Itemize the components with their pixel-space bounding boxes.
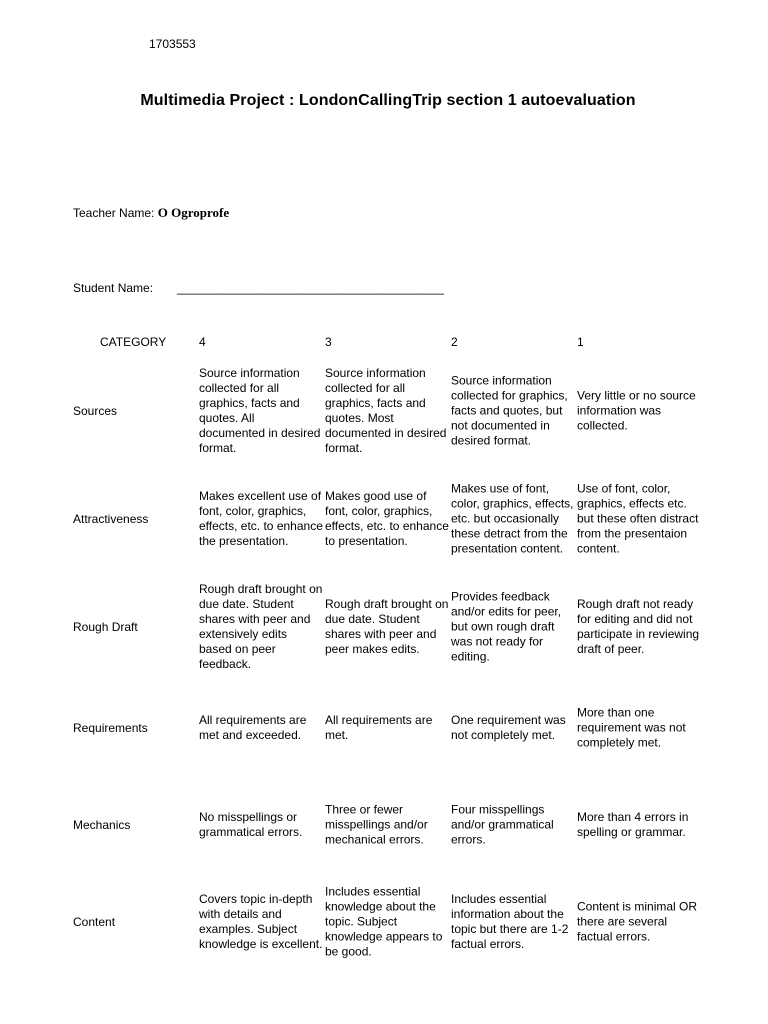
row-category: Sources <box>73 404 118 418</box>
teacher-name-line <box>73 205 229 221</box>
criteria-cell: Rough draft brought on due date. Student shares with peer and extensively edits based on peer feedback. <box>199 582 323 671</box>
teacher-label: Teacher Name: <box>73 206 155 220</box>
header-category: CATEGORY <box>100 335 167 349</box>
criteria-cell: Source information collected for graphics, facts and quotes, but not documented in desired format. <box>451 373 568 448</box>
criteria-cell: Rough draft not ready for editing and did not participate in reviewing draft of peer. <box>577 597 700 656</box>
criteria-cell: More than one requirement was not completely met. <box>577 705 686 750</box>
criteria-cell: Content is minimal OR there are several factual errors. <box>577 899 698 944</box>
criteria-cell: Source information collected for all graphics, facts and quotes. Most documented in desired format. <box>325 366 447 455</box>
row-category: Requirements <box>73 721 148 735</box>
criteria-cell: Very little or no source information was collected. <box>577 388 696 433</box>
criteria-cell: Makes good use of font, color, graphics, effects, etc. to enhance to presentation. <box>325 489 449 548</box>
criteria-cell: Rough draft brought on due date. Student shares with peer and peer makes edits. <box>325 597 449 656</box>
header-score-1: 1 <box>577 335 584 349</box>
row-category: Content <box>73 915 116 929</box>
criteria-cell: Three or fewer misspellings and/or mechanical errors. <box>325 802 428 847</box>
teacher-name: O Ogroprofe <box>157 205 230 220</box>
criteria-cell: Provides feedback and/or edits for peer, but own rough draft was not ready for editing. <box>451 589 562 664</box>
criteria-cell: Source information collected for all graphics, facts and quotes. All documented in desired format. <box>199 366 321 455</box>
student-name-blank: ________________________________________ <box>177 281 444 295</box>
criteria-cell: Use of font, color, graphics, effects etc. but these often distract from the presentaion content. <box>577 481 699 556</box>
row-category: Mechanics <box>73 818 131 832</box>
row-category: Attractiveness <box>73 512 149 526</box>
document-id: 1703553 <box>149 37 196 51</box>
row-category: Rough Draft <box>73 620 138 634</box>
criteria-cell: No misspellings or grammatical errors. <box>199 810 303 839</box>
student-label: Student Name: <box>73 281 154 295</box>
page-title: Multimedia Project : LondonCallingTrip section 1 autoevaluation <box>140 92 636 109</box>
criteria-cell: Includes essential knowledge about the topic. Subject knowledge appears to be good. <box>325 884 443 959</box>
student-name-line <box>73 281 444 295</box>
criteria-cell: More than 4 errors in spelling or grammar. <box>577 810 689 839</box>
criteria-cell: Makes use of font, color, graphics, effects, etc. but occasionally these detract from the presentation content. <box>451 481 574 556</box>
header-score-4: 4 <box>199 335 206 349</box>
rubric-header-row <box>73 335 713 349</box>
criteria-cell: All requirements are met. <box>325 713 433 742</box>
criteria-cell: Covers topic in-depth with details and examples. Subject knowledge is excellent. <box>199 892 323 951</box>
criteria-cell: Makes excellent use of font, color, graphics, effects, etc. to enhance the presentation. <box>199 489 323 548</box>
criteria-cell: Four misspellings and/or grammatical errors. <box>451 802 554 847</box>
header-score-3: 3 <box>325 335 332 349</box>
criteria-cell: Includes essential information about the topic but there are 1-2 factual errors. <box>451 892 569 951</box>
header-score-2: 2 <box>451 335 458 349</box>
criteria-cell: All requirements are met and exceeded. <box>199 713 307 742</box>
criteria-cell: One requirement was not completely met. <box>451 713 566 742</box>
